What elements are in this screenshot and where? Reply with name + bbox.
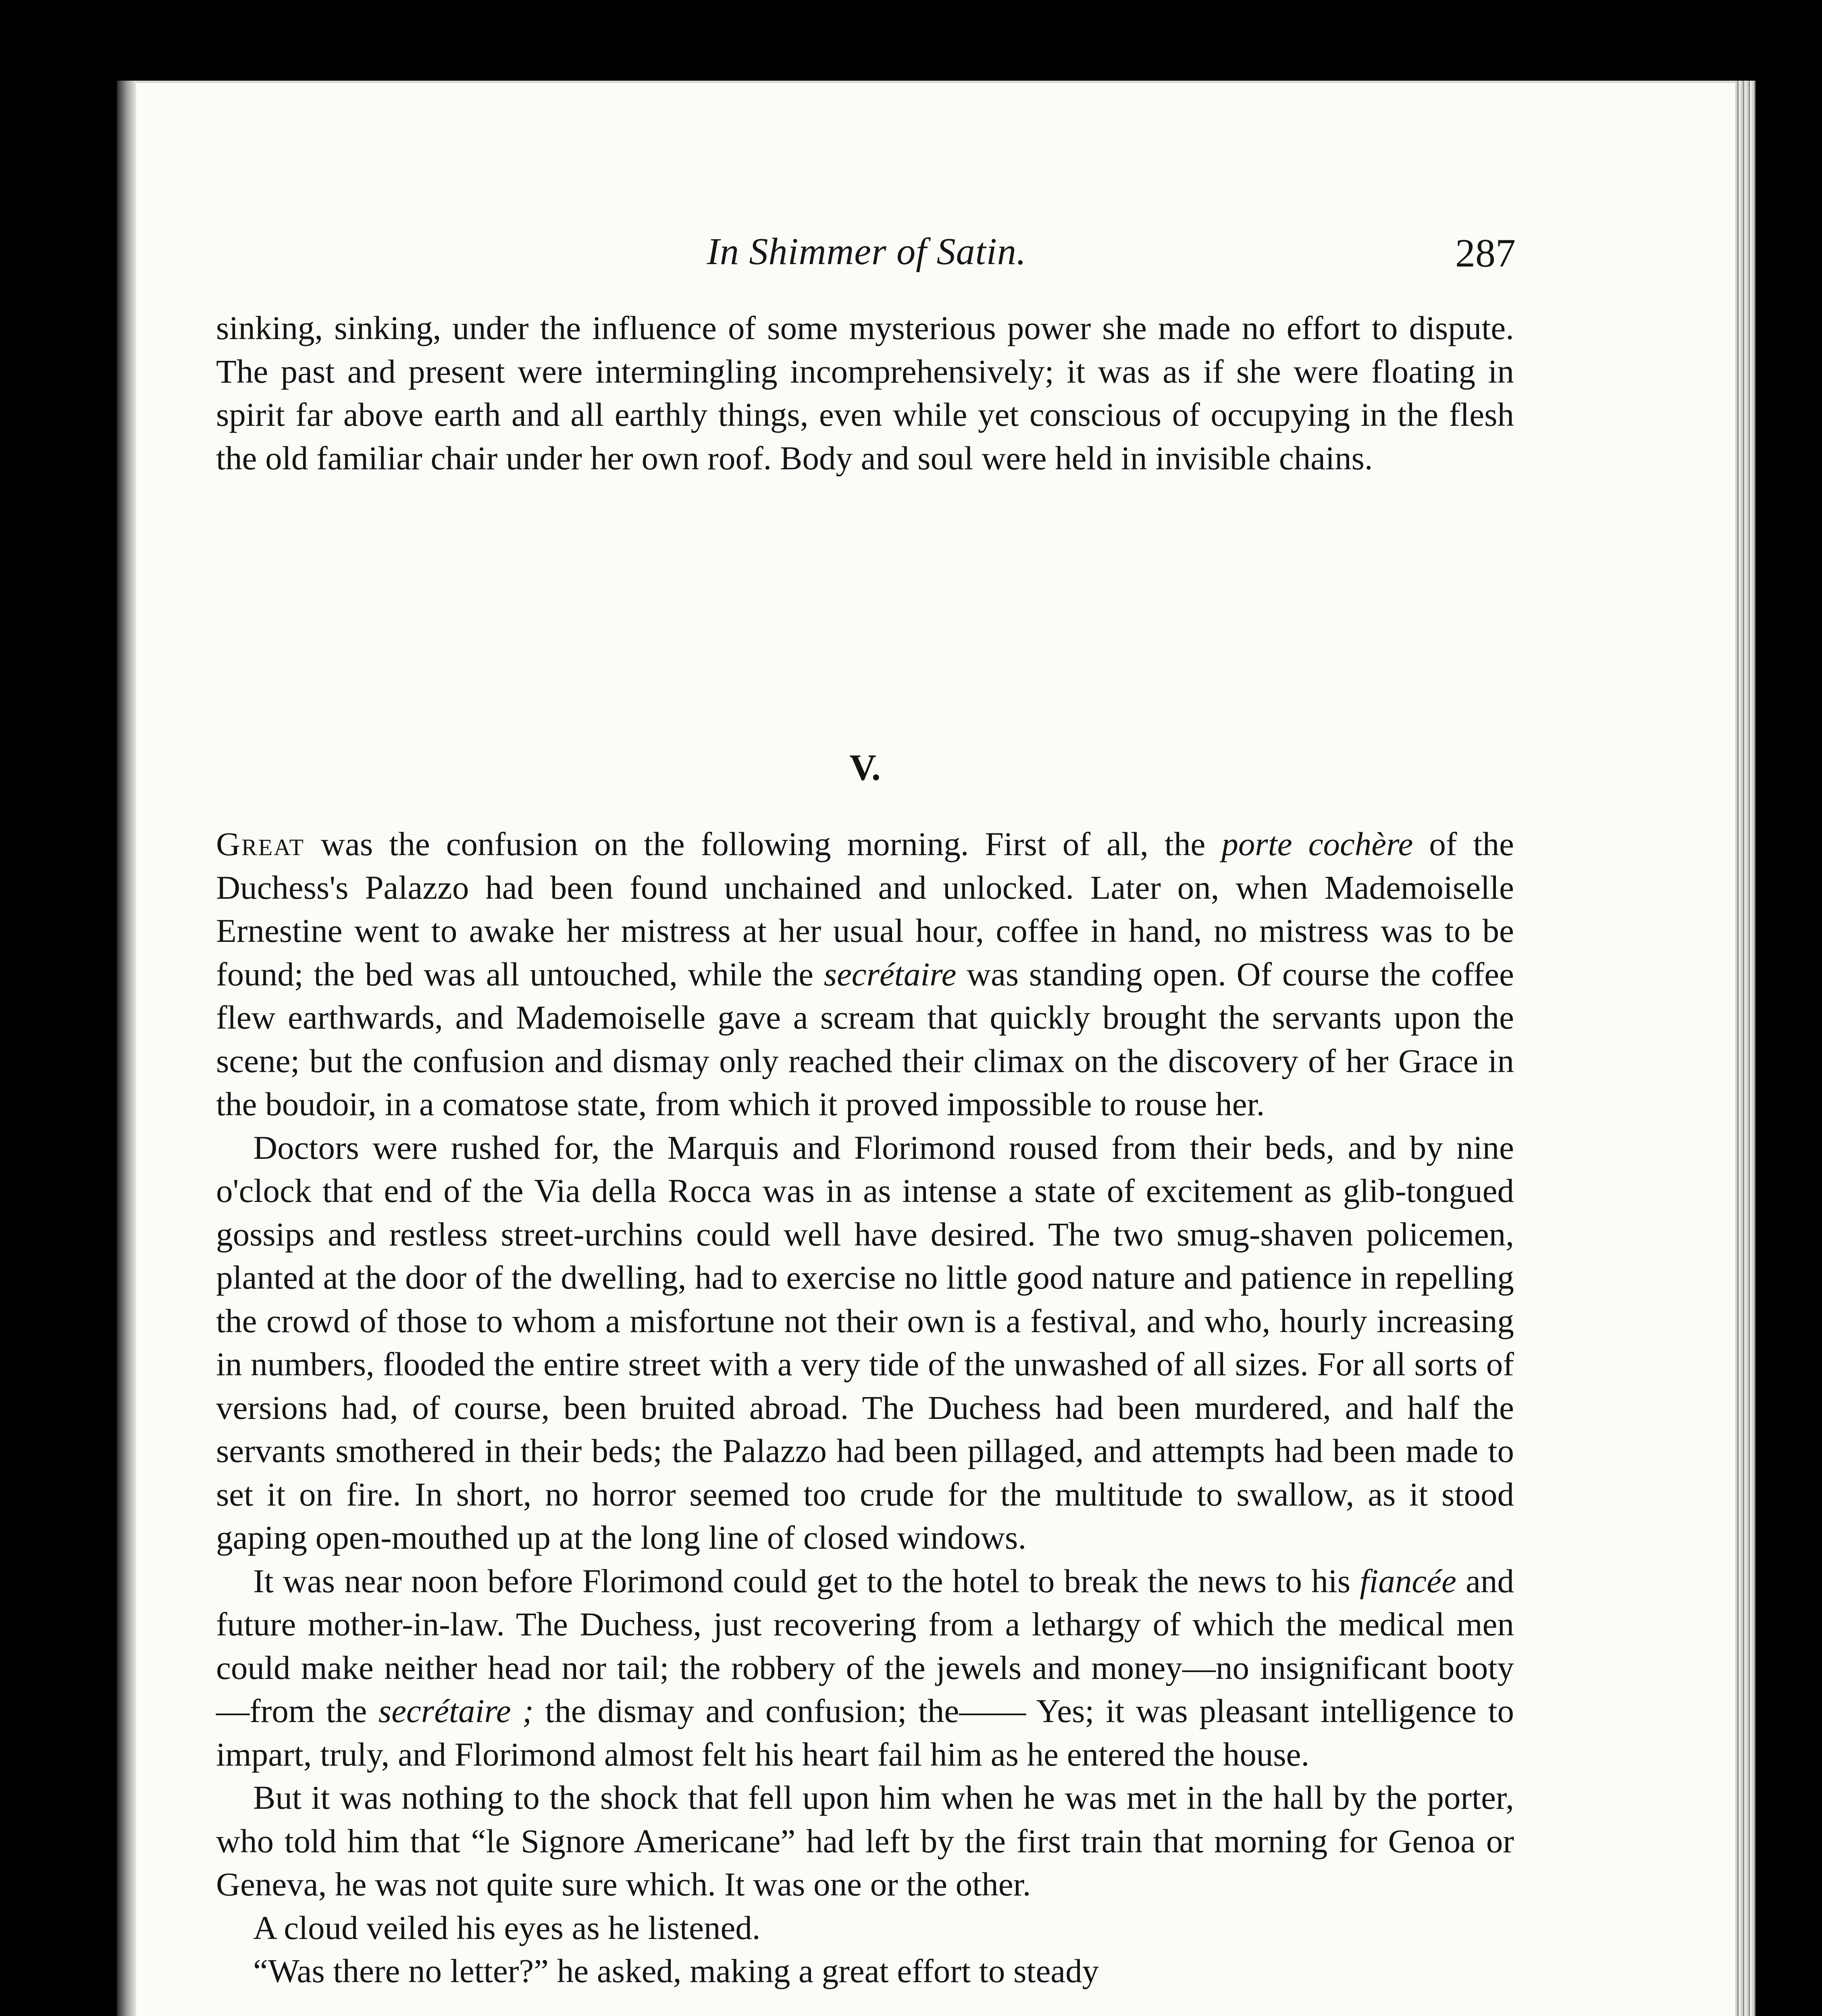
italic-term: secrétaire ; xyxy=(378,1692,534,1729)
page-edges-right xyxy=(1735,81,1755,2016)
running-title: In Shimmer of Satin. xyxy=(707,231,1027,273)
text-block-section-v xyxy=(216,823,1514,1993)
lead-small-caps: Great xyxy=(216,825,305,862)
page-number: 287 xyxy=(1455,231,1516,275)
italic-term: fiancée xyxy=(1360,1562,1456,1599)
paragraph-5: A cloud veiled his eyes as he listened. xyxy=(253,1909,761,1946)
paragraph: sinking, sinking, under the influence of some mysterious power she made no effort to dispute. The past and present were intermingling incomprehensively; it was as if she were floating in spirit far above earth and all earthly things, even while yet conscious of occupying in the flesh the old familiar chair under her own roof. Body and soul were held in invisible chains. xyxy=(216,309,1514,477)
text-block-continuation xyxy=(216,306,1514,480)
paragraph-6: “Was there no letter?” he asked, making a great effort to steady xyxy=(253,1952,1099,1989)
italic-term: secrétaire xyxy=(824,955,957,993)
chapter-section-heading: V. xyxy=(849,747,881,788)
running-header xyxy=(218,230,1516,282)
paragraph-2: Doctors were rushed for, the Marquis and Florimond roused from their beds, and by nine o'clock that end of the Via della Rocca was in as intense a state of excitement as glib-tongued gossips and restless street-urchins could well have desired. The two smug-shaven policemen, planted at the door of the dwelling, had to exercise no little good nature and patience in repelling the crowd of those to whom a misfortune not their own is a festival, and who, hourly increasing in numbers, flooded the entire street with a very tide of the unwashed of all sizes. For all sorts of versions had, of course, been bruited abroad. The Duchess had been murdered, and half the servants smothered in their beds; the Palazzo had been pillaged, and attempts had been made to set it on fire. In short, no horror seemed too crude for the multitude to swallow, as it stood gaping open-mouthed up at the long line of closed windows. xyxy=(216,1129,1514,1556)
page-gutter-left xyxy=(117,81,136,2016)
paragraph-3: It was near noon before Florimond could get to the hotel to break the news to his fiancée and future mother-in-law. The Duchess, just recovering from a lethargy of which the medical men could make neither head nor tail; the robbery of the jewels and money—no insignificant booty—from the secrétaire ; the dismay and confusion; the—— Yes; it was pleasant intelligence to impart, truly, and Florimond almost felt his heart fail him as he entered the house. xyxy=(216,1562,1514,1773)
paragraph-4: But it was nothing to the shock that fell upon him when he was met in the hall by the porter, who told him that “le Signore Americane” had left by the first train that morning for Genoa or Geneva, he was not quite sure which. It was one or the other. xyxy=(216,1779,1514,1903)
paragraph-1: Great was the confusion on the following morning. First of all, the porte cochère of the Duchess's Palazzo had been found unchained and unlocked. Later on, when Mademoiselle Ernestine went to awake her mistress at her usual hour, coffee in hand, no mistress was to be found; the bed was all untouched, while the secrétaire was standing open. Of course the coffee flew earthwards, and Mademoiselle gave a scream that quickly brought the servants upon the scene; but the confusion and dismay only reached their climax on the discovery of her Grace in the boudoir, in a comatose state, from which it proved impossible to rouse her. xyxy=(216,825,1514,1123)
italic-term: porte cochère xyxy=(1221,825,1413,862)
